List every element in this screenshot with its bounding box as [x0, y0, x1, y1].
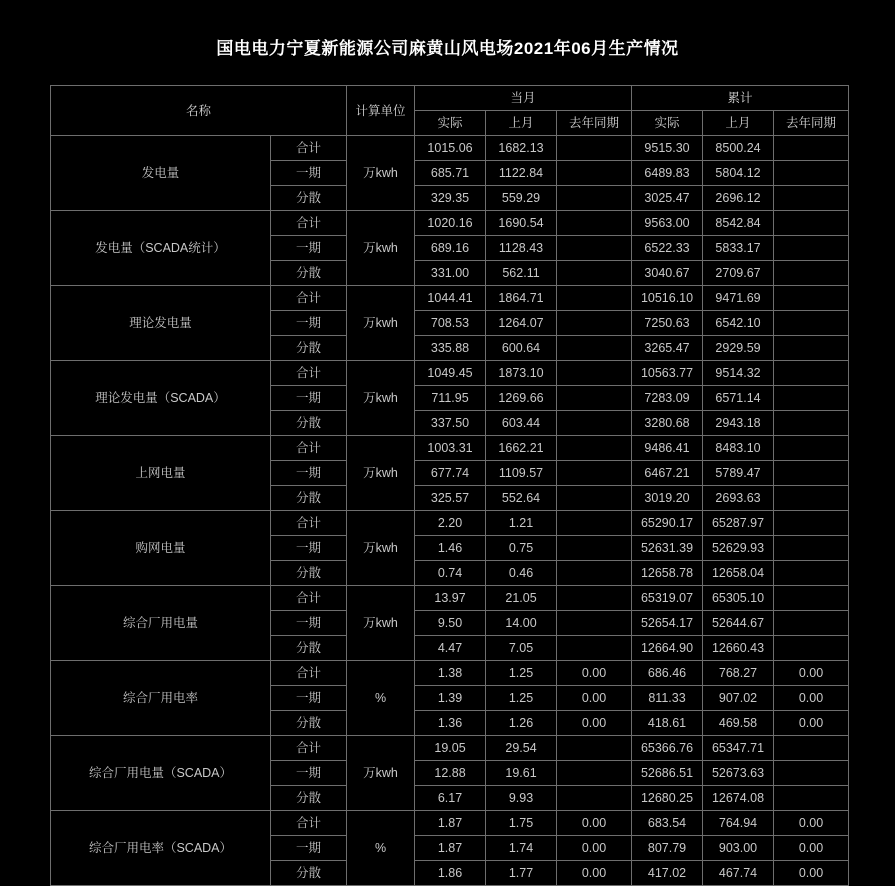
- cell-m-actual: 711.95: [415, 386, 486, 411]
- table-row: [51, 136, 849, 161]
- row-sublabel: 一期: [271, 611, 347, 636]
- cell-m-last: 19.61: [486, 761, 557, 786]
- cell-t-actual: 52686.51: [632, 761, 703, 786]
- cell-m-actual: 677.74: [415, 461, 486, 486]
- cell-m-last: 562.11: [486, 261, 557, 286]
- row-sublabel: 分散: [271, 861, 347, 886]
- row-unit: 万kwh: [347, 436, 415, 511]
- row-sublabel: 合计: [271, 511, 347, 536]
- header-group-total: 累计: [632, 86, 849, 111]
- cell-t-actual: 12680.25: [632, 786, 703, 811]
- row-sublabel: 合计: [271, 361, 347, 386]
- cell-t-lastyear: [774, 561, 849, 586]
- cell-t-lastyear: [774, 236, 849, 261]
- cell-m-actual: 335.88: [415, 336, 486, 361]
- cell-m-lastyear: [557, 486, 632, 511]
- row-sublabel: 合计: [271, 436, 347, 461]
- cell-t-actual: 65366.76: [632, 736, 703, 761]
- table-row: [51, 736, 849, 761]
- cell-m-actual: 1.87: [415, 836, 486, 861]
- cell-m-lastyear: [557, 311, 632, 336]
- row-label: 理论发电量: [51, 286, 271, 361]
- row-unit: 万kwh: [347, 736, 415, 811]
- cell-m-actual: 1.46: [415, 536, 486, 561]
- cell-t-last: 52629.93: [703, 536, 774, 561]
- cell-m-last: 9.93: [486, 786, 557, 811]
- cell-t-actual: 52631.39: [632, 536, 703, 561]
- row-sublabel: 合计: [271, 811, 347, 836]
- cell-m-actual: 708.53: [415, 311, 486, 336]
- row-label: 理论发电量（SCADA）: [51, 361, 271, 436]
- cell-m-last: 1128.43: [486, 236, 557, 261]
- cell-t-lastyear: [774, 161, 849, 186]
- cell-m-last: 0.75: [486, 536, 557, 561]
- cell-m-lastyear: [557, 786, 632, 811]
- cell-t-last: 8500.24: [703, 136, 774, 161]
- row-unit: 万kwh: [347, 586, 415, 661]
- cell-t-lastyear: 0.00: [774, 686, 849, 711]
- cell-t-actual: 9515.30: [632, 136, 703, 161]
- cell-t-last: 8483.10: [703, 436, 774, 461]
- cell-m-actual: 1.36: [415, 711, 486, 736]
- cell-t-actual: 686.46: [632, 661, 703, 686]
- cell-m-lastyear: 0.00: [557, 811, 632, 836]
- cell-t-actual: 6522.33: [632, 236, 703, 261]
- cell-t-last: 8542.84: [703, 211, 774, 236]
- cell-t-lastyear: [774, 761, 849, 786]
- report-table-container: [0, 85, 895, 886]
- cell-m-actual: 19.05: [415, 736, 486, 761]
- cell-m-actual: 1015.06: [415, 136, 486, 161]
- cell-t-actual: 12664.90: [632, 636, 703, 661]
- cell-t-lastyear: [774, 336, 849, 361]
- cell-t-lastyear: [774, 136, 849, 161]
- cell-t-last: 5804.12: [703, 161, 774, 186]
- row-label: 综合厂用电量（SCADA）: [51, 736, 271, 811]
- cell-m-last: 7.05: [486, 636, 557, 661]
- cell-m-actual: 331.00: [415, 261, 486, 286]
- cell-m-lastyear: 0.00: [557, 661, 632, 686]
- cell-m-actual: 12.88: [415, 761, 486, 786]
- cell-t-lastyear: [774, 586, 849, 611]
- cell-t-lastyear: [774, 786, 849, 811]
- cell-m-lastyear: [557, 636, 632, 661]
- row-label: 购网电量: [51, 511, 271, 586]
- cell-t-actual: 418.61: [632, 711, 703, 736]
- cell-t-actual: 9563.00: [632, 211, 703, 236]
- cell-m-last: 14.00: [486, 611, 557, 636]
- cell-t-lastyear: 0.00: [774, 661, 849, 686]
- cell-m-lastyear: [557, 536, 632, 561]
- row-unit: %: [347, 661, 415, 736]
- cell-m-last: 1662.21: [486, 436, 557, 461]
- cell-t-last: 467.74: [703, 861, 774, 886]
- cell-t-last: 2696.12: [703, 186, 774, 211]
- cell-m-actual: 9.50: [415, 611, 486, 636]
- cell-t-lastyear: [774, 411, 849, 436]
- page-title: 国电电力宁夏新能源公司麻黄山风电场2021年06月生产情况: [216, 39, 679, 58]
- row-sublabel: 一期: [271, 311, 347, 336]
- cell-t-last: 2693.63: [703, 486, 774, 511]
- cell-t-last: 764.94: [703, 811, 774, 836]
- cell-t-actual: 6467.21: [632, 461, 703, 486]
- cell-t-lastyear: 0.00: [774, 861, 849, 886]
- production-report-table: [50, 85, 849, 886]
- row-sublabel: 合计: [271, 286, 347, 311]
- cell-t-last: 6542.10: [703, 311, 774, 336]
- cell-m-lastyear: [557, 586, 632, 611]
- cell-m-last: 1269.66: [486, 386, 557, 411]
- cell-t-last: 6571.14: [703, 386, 774, 411]
- cell-t-lastyear: [774, 486, 849, 511]
- row-sublabel: 一期: [271, 836, 347, 861]
- cell-t-last: 52644.67: [703, 611, 774, 636]
- cell-t-lastyear: [774, 261, 849, 286]
- row-sublabel: 一期: [271, 161, 347, 186]
- cell-m-last: 1873.10: [486, 361, 557, 386]
- table-row: [51, 511, 849, 536]
- cell-m-actual: 337.50: [415, 411, 486, 436]
- cell-m-last: 1682.13: [486, 136, 557, 161]
- row-sublabel: 分散: [271, 786, 347, 811]
- cell-t-last: 5789.47: [703, 461, 774, 486]
- cell-m-actual: 329.35: [415, 186, 486, 211]
- cell-m-last: 1.25: [486, 686, 557, 711]
- cell-m-actual: 1.87: [415, 811, 486, 836]
- cell-m-lastyear: [557, 336, 632, 361]
- cell-t-lastyear: 0.00: [774, 711, 849, 736]
- header-row-1: [51, 86, 849, 111]
- cell-m-lastyear: [557, 236, 632, 261]
- header-month-actual: 实际: [415, 111, 486, 136]
- table-row: [51, 436, 849, 461]
- row-label: 综合厂用电率: [51, 661, 271, 736]
- header-name: 名称: [51, 86, 347, 136]
- row-sublabel: 分散: [271, 186, 347, 211]
- row-label: 发电量: [51, 136, 271, 211]
- cell-m-last: 552.64: [486, 486, 557, 511]
- cell-m-last: 0.46: [486, 561, 557, 586]
- cell-t-lastyear: [774, 536, 849, 561]
- row-sublabel: 一期: [271, 386, 347, 411]
- cell-t-actual: 9486.41: [632, 436, 703, 461]
- row-unit: 万kwh: [347, 136, 415, 211]
- cell-m-lastyear: [557, 136, 632, 161]
- row-sublabel: 一期: [271, 461, 347, 486]
- row-sublabel: 分散: [271, 411, 347, 436]
- row-unit: %: [347, 811, 415, 886]
- row-sublabel: 分散: [271, 636, 347, 661]
- cell-m-actual: 6.17: [415, 786, 486, 811]
- cell-t-actual: 417.02: [632, 861, 703, 886]
- row-label: 综合厂用电率（SCADA）: [51, 811, 271, 886]
- cell-m-last: 1.77: [486, 861, 557, 886]
- cell-t-actual: 683.54: [632, 811, 703, 836]
- cell-m-last: 1.26: [486, 711, 557, 736]
- cell-t-actual: 65290.17: [632, 511, 703, 536]
- cell-t-last: 9514.32: [703, 361, 774, 386]
- cell-m-lastyear: [557, 161, 632, 186]
- cell-t-lastyear: [774, 211, 849, 236]
- cell-t-lastyear: [774, 361, 849, 386]
- cell-m-actual: 1.86: [415, 861, 486, 886]
- cell-m-lastyear: [557, 261, 632, 286]
- cell-m-actual: 685.71: [415, 161, 486, 186]
- row-sublabel: 合计: [271, 661, 347, 686]
- header-total-last: 上月: [703, 111, 774, 136]
- row-sublabel: 分散: [271, 711, 347, 736]
- cell-t-lastyear: 0.00: [774, 811, 849, 836]
- row-label: 上网电量: [51, 436, 271, 511]
- cell-m-actual: 1049.45: [415, 361, 486, 386]
- cell-t-lastyear: [774, 386, 849, 411]
- cell-t-actual: 65319.07: [632, 586, 703, 611]
- cell-t-last: 52673.63: [703, 761, 774, 786]
- cell-t-actual: 3265.47: [632, 336, 703, 361]
- cell-m-lastyear: [557, 386, 632, 411]
- cell-m-lastyear: [557, 436, 632, 461]
- row-sublabel: 合计: [271, 211, 347, 236]
- cell-t-actual: 3019.20: [632, 486, 703, 511]
- cell-m-lastyear: [557, 461, 632, 486]
- cell-m-last: 1122.84: [486, 161, 557, 186]
- cell-t-actual: 3025.47: [632, 186, 703, 211]
- cell-m-actual: 689.16: [415, 236, 486, 261]
- header-month-lastyear: 去年同期: [557, 111, 632, 136]
- header-total-actual: 实际: [632, 111, 703, 136]
- cell-t-actual: 811.33: [632, 686, 703, 711]
- row-sublabel: 一期: [271, 686, 347, 711]
- cell-m-last: 1.75: [486, 811, 557, 836]
- row-label: 综合厂用电量: [51, 586, 271, 661]
- cell-m-lastyear: 0.00: [557, 686, 632, 711]
- cell-t-lastyear: [774, 511, 849, 536]
- cell-t-actual: 12658.78: [632, 561, 703, 586]
- cell-m-lastyear: [557, 561, 632, 586]
- cell-m-actual: 1044.41: [415, 286, 486, 311]
- cell-t-actual: 7250.63: [632, 311, 703, 336]
- cell-m-actual: 1003.31: [415, 436, 486, 461]
- cell-t-actual: 6489.83: [632, 161, 703, 186]
- row-unit: 万kwh: [347, 511, 415, 586]
- row-label: 发电量（SCADA统计）: [51, 211, 271, 286]
- row-sublabel: 合计: [271, 736, 347, 761]
- cell-m-last: 1264.07: [486, 311, 557, 336]
- cell-m-lastyear: 0.00: [557, 711, 632, 736]
- cell-t-lastyear: [774, 186, 849, 211]
- row-sublabel: 一期: [271, 236, 347, 261]
- cell-m-lastyear: [557, 761, 632, 786]
- cell-t-actual: 52654.17: [632, 611, 703, 636]
- cell-t-last: 12658.04: [703, 561, 774, 586]
- cell-m-last: 559.29: [486, 186, 557, 211]
- cell-m-lastyear: [557, 286, 632, 311]
- cell-m-last: 1.74: [486, 836, 557, 861]
- cell-t-last: 65305.10: [703, 586, 774, 611]
- cell-m-lastyear: [557, 511, 632, 536]
- table-row: [51, 286, 849, 311]
- cell-m-last: 1864.71: [486, 286, 557, 311]
- cell-m-actual: 2.20: [415, 511, 486, 536]
- cell-t-last: 5833.17: [703, 236, 774, 261]
- cell-t-actual: 807.79: [632, 836, 703, 861]
- cell-m-last: 600.64: [486, 336, 557, 361]
- cell-m-actual: 0.74: [415, 561, 486, 586]
- cell-m-last: 1.25: [486, 661, 557, 686]
- cell-t-lastyear: [774, 736, 849, 761]
- cell-t-last: 2929.59: [703, 336, 774, 361]
- row-sublabel: 分散: [271, 561, 347, 586]
- cell-t-lastyear: [774, 311, 849, 336]
- cell-m-actual: 325.57: [415, 486, 486, 511]
- cell-m-lastyear: [557, 411, 632, 436]
- cell-t-lastyear: [774, 286, 849, 311]
- row-unit: 万kwh: [347, 211, 415, 286]
- cell-m-last: 29.54: [486, 736, 557, 761]
- header-total-lastyear: 去年同期: [774, 111, 849, 136]
- cell-t-last: 65287.97: [703, 511, 774, 536]
- cell-m-lastyear: [557, 361, 632, 386]
- cell-m-last: 603.44: [486, 411, 557, 436]
- cell-m-lastyear: [557, 211, 632, 236]
- row-unit: 万kwh: [347, 286, 415, 361]
- row-sublabel: 一期: [271, 536, 347, 561]
- cell-t-actual: 10563.77: [632, 361, 703, 386]
- table-header: [51, 86, 849, 136]
- cell-t-last: 903.00: [703, 836, 774, 861]
- table-row: [51, 586, 849, 611]
- cell-t-last: 12674.08: [703, 786, 774, 811]
- row-unit: 万kwh: [347, 361, 415, 436]
- header-month-last: 上月: [486, 111, 557, 136]
- cell-m-last: 1109.57: [486, 461, 557, 486]
- row-sublabel: 分散: [271, 486, 347, 511]
- cell-t-actual: 10516.10: [632, 286, 703, 311]
- cell-m-lastyear: [557, 611, 632, 636]
- table-row: [51, 211, 849, 236]
- row-sublabel: 分散: [271, 336, 347, 361]
- cell-m-last: 1.21: [486, 511, 557, 536]
- cell-t-lastyear: [774, 436, 849, 461]
- cell-t-lastyear: [774, 461, 849, 486]
- table-row: [51, 361, 849, 386]
- cell-m-lastyear: [557, 736, 632, 761]
- cell-t-actual: 7283.09: [632, 386, 703, 411]
- cell-t-last: 65347.71: [703, 736, 774, 761]
- table-body: [51, 136, 849, 886]
- row-sublabel: 一期: [271, 761, 347, 786]
- cell-t-last: 12660.43: [703, 636, 774, 661]
- cell-m-lastyear: [557, 186, 632, 211]
- cell-t-last: 768.27: [703, 661, 774, 686]
- cell-m-actual: 1.39: [415, 686, 486, 711]
- cell-m-actual: 4.47: [415, 636, 486, 661]
- cell-m-actual: 13.97: [415, 586, 486, 611]
- cell-t-lastyear: 0.00: [774, 836, 849, 861]
- cell-m-actual: 1020.16: [415, 211, 486, 236]
- cell-t-actual: 3040.67: [632, 261, 703, 286]
- cell-t-lastyear: [774, 636, 849, 661]
- cell-t-actual: 3280.68: [632, 411, 703, 436]
- cell-t-last: 2943.18: [703, 411, 774, 436]
- cell-m-actual: 1.38: [415, 661, 486, 686]
- cell-m-last: 1690.54: [486, 211, 557, 236]
- cell-t-lastyear: [774, 611, 849, 636]
- row-sublabel: 分散: [271, 261, 347, 286]
- header-group-month: 当月: [415, 86, 632, 111]
- row-sublabel: 合计: [271, 136, 347, 161]
- cell-t-last: 907.02: [703, 686, 774, 711]
- table-row: [51, 811, 849, 836]
- row-sublabel: 合计: [271, 586, 347, 611]
- cell-t-last: 2709.67: [703, 261, 774, 286]
- cell-m-lastyear: 0.00: [557, 861, 632, 886]
- cell-t-last: 9471.69: [703, 286, 774, 311]
- cell-t-last: 469.58: [703, 711, 774, 736]
- table-row: [51, 661, 849, 686]
- cell-m-lastyear: 0.00: [557, 836, 632, 861]
- header-unit: 计算单位: [347, 86, 415, 136]
- cell-m-last: 21.05: [486, 586, 557, 611]
